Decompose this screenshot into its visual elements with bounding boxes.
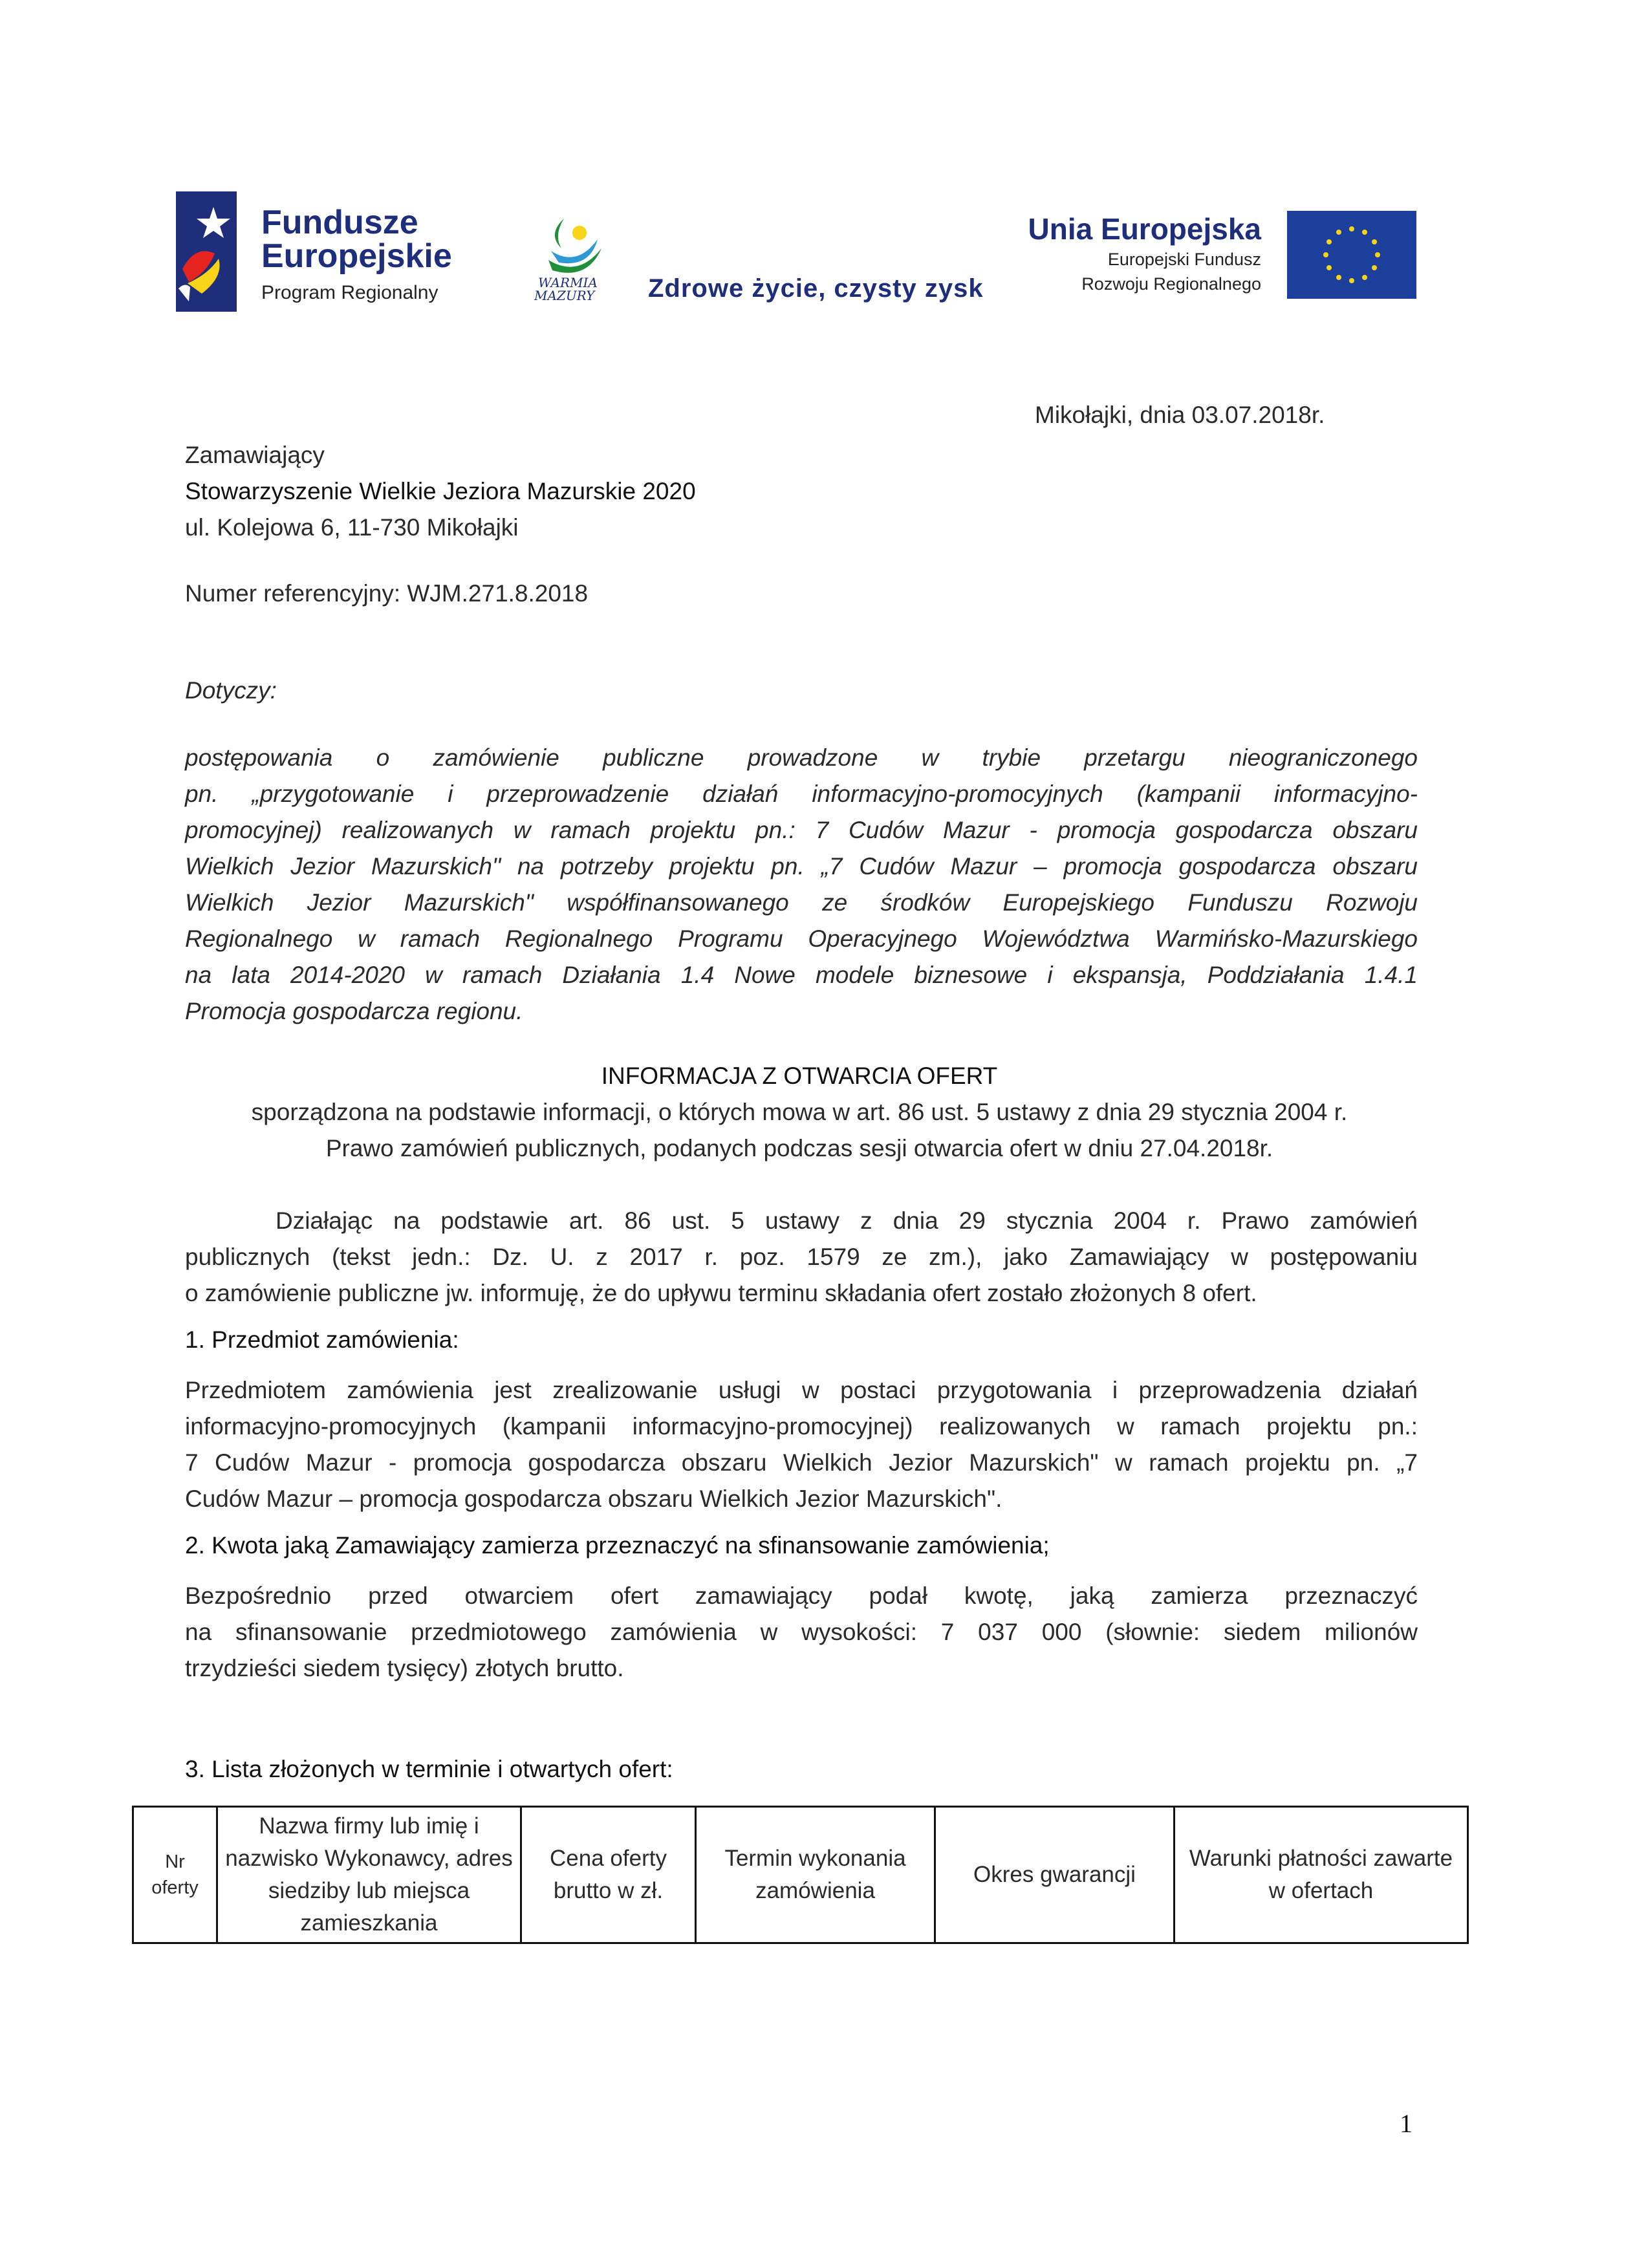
- page-number: 1: [1400, 2109, 1413, 2138]
- section2-line: na sfinansowanie przedmiotowego zamówienia w wysokości: 7 037 000 (słownie: siedem milionów: [185, 1619, 1418, 1645]
- section3-heading: 3. Lista złożonych w terminie i otwartych ofert:: [185, 1756, 673, 1782]
- section2-line: Bezpośrednio przed otwarciem ofert zamawiający podał kwotę, jaką zamierza przeznaczyć: [185, 1582, 1418, 1609]
- contracting-name: Stowarzyszenie Wielkie Jeziora Mazurskie 2020: [185, 478, 696, 504]
- col-completion-date: Termin wykonania zamówienia: [696, 1807, 935, 1943]
- col-payment-terms: Warunki płatności zawarte w ofertach: [1175, 1807, 1468, 1943]
- ue-line3: Rozwoju Regionalnego: [1081, 274, 1261, 294]
- intro-line: publicznych (tekst jedn.: Dz. U. z 2017 r. poz. 1579 ze zm.), jako Zamawiający w postępowaniu: [185, 1244, 1418, 1270]
- slogan: Zdrowe życie, czysty zysk: [648, 274, 984, 303]
- contracting-address: ul. Kolejowa 6, 11-730 Mikołajki: [185, 514, 519, 541]
- section1-paragraph: [185, 1372, 1418, 1517]
- info-block: [132, 1058, 1467, 1167]
- subject-line: pn. „przygotowanie i przeprowadzenie działań informacyjno-promocyjnych (kampanii informacyjno-: [185, 781, 1418, 807]
- place-date: Mikołajki, dnia 03.07.2018r.: [1035, 402, 1325, 428]
- subject-line: na lata 2014-2020 w ramach Działania 1.4 Nowe modele biznesowe i ekspansja, Poddziałania 1.4.1: [185, 962, 1418, 988]
- contracting-authority: [185, 437, 696, 546]
- subject-line: promocyjnej) realizowanych w ramach projektu pn.: 7 Cudów Mazur - promocja gospodarcza obszaru: [185, 817, 1418, 843]
- fe-line1: Fundusze: [261, 204, 418, 241]
- intro-paragraph: [185, 1203, 1418, 1312]
- eu-flag-icon: [1287, 211, 1416, 299]
- col-offer-number: Nr oferty: [133, 1807, 217, 1943]
- table-header-row: [133, 1807, 1468, 1943]
- subject-line: Wielkich Jezior Mazurskich" współfinansowanego ze środków Europejskiego Funduszu Rozwoju: [185, 889, 1418, 916]
- fundusze-europejskie-logo: [176, 191, 237, 312]
- wm-logo-line2: MAZURY: [534, 288, 595, 303]
- section2-line: trzydzieści siedem tysięcy) złotych brutto.: [185, 1655, 624, 1681]
- fe-line3: Program Regionalny: [261, 282, 439, 303]
- subject-line: postępowania o zamówienie publiczne prowadzone w trybie przetargu nieograniczonego: [185, 744, 1418, 771]
- reference-number: Numer referencyjny: WJM.271.8.2018: [185, 580, 589, 607]
- intro-line: Działając na podstawie art. 86 ust. 5 ustawy z dnia 29 stycznia 2004 r. Prawo zamówień: [276, 1207, 1418, 1234]
- section1-line: informacyjno-promocyjnych (kampanii informacyjno-promocyjnej) realizowanych w ramach projektu pn.:: [185, 1413, 1418, 1440]
- ue-line2: Europejski Fundusz: [1107, 250, 1261, 269]
- info-line1: sporządzona na podstawie informacji, o których mowa w art. 86 ust. 5 ustawy z dnia 29 stycznia 2004 r.: [251, 1099, 1348, 1125]
- warmia-mazury-logo: [525, 206, 629, 303]
- info-line2: Prawo zamówień publicznych, podanych podczas sesji otwarcia ofert w dniu 27.04.2018r.: [325, 1135, 1273, 1161]
- section1-line: Cudów Mazur – promocja gospodarcza obszaru Wielkich Jezior Mazurskich".: [185, 1485, 1002, 1512]
- section1-line: Przedmiotem zamówienia jest zrealizowanie usługi w postaci przygotowania i przeprowadzenia działań: [185, 1377, 1418, 1403]
- section1-heading: 1. Przedmiot zamówienia:: [185, 1326, 459, 1353]
- subject-paragraph: [185, 740, 1418, 1030]
- section1-line: 7 Cudów Mazur - promocja gospodarcza obszaru Wielkich Jezior Mazurskich" w ramach projektu pn. „7: [185, 1449, 1418, 1476]
- subject-label: Dotyczy:: [185, 677, 277, 704]
- fe-line2: Europejskie: [261, 237, 452, 275]
- section2-paragraph: [185, 1578, 1418, 1687]
- col-price: Cena oferty brutto w zł.: [521, 1807, 696, 1943]
- subject-line: Promocja gospodarcza regionu.: [185, 998, 523, 1024]
- ue-title: Unia Europejska: [1028, 212, 1261, 246]
- unia-europejska-text: [970, 211, 1261, 296]
- subject-line: Regionalnego w ramach Regionalnego Programu Operacyjnego Województwa Warmińsko-Mazurskiego: [185, 925, 1418, 952]
- offers-table: [132, 1806, 1469, 1944]
- contracting-label: Zamawiający: [185, 442, 325, 468]
- subject-line: Wielkich Jezior Mazurskich" na potrzeby projektu pn. „7 Cudów Mazur – promocja gospodarcza obszaru: [185, 853, 1418, 880]
- col-warranty: Okres gwarancji: [935, 1807, 1175, 1943]
- wm-logo-line1: WARMIA: [538, 275, 598, 290]
- info-title: INFORMACJA Z OTWARCIA OFERT: [601, 1063, 998, 1089]
- fundusze-europejskie-text: [261, 206, 452, 307]
- section2-heading: 2. Kwota jaką Zamawiający zamierza przeznaczyć na sfinansowanie zamówienia;: [185, 1532, 1050, 1559]
- intro-line: o zamówienie publiczne jw. informuję, że do upływu terminu składania ofert zostało złożonych 8 ofert.: [185, 1280, 1257, 1306]
- col-contractor: Nazwa firmy lub imię i nazwisko Wykonawcy, adres siedziby lub miejsca zamieszkania: [217, 1807, 521, 1943]
